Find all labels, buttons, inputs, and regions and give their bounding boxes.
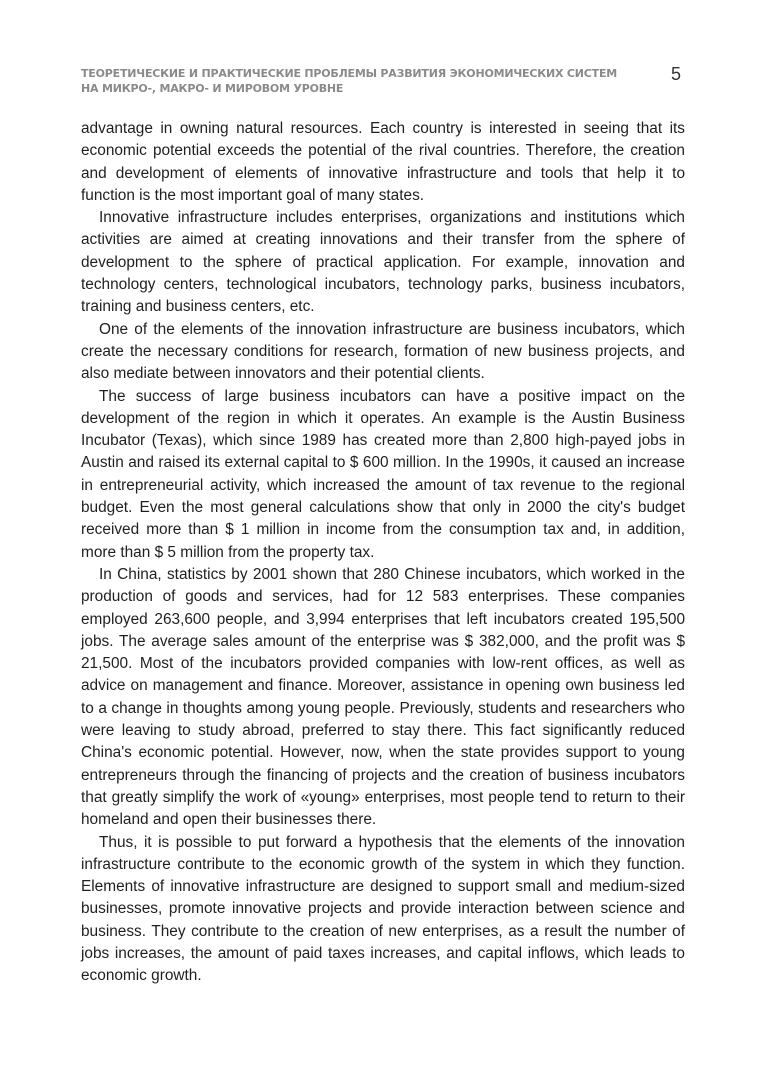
page-header: [81, 64, 681, 104]
running-title-line-1: ТЕОРЕТИЧЕСКИЕ И ПРАКТИЧЕСКИЕ ПРОБЛЕМЫ РАЗВИТИЯ ЭКОНОМИЧЕСКИХ СИСТЕМ: [81, 67, 618, 80]
running-title-line-2: НА МИКРО-, МАКРО- И МИРОВОМ УРОВНЕ: [81, 82, 344, 95]
paragraph-conclusion: Thus, it is possible to put forward a hypothesis that the elements of the innovation infrastructure contribute to the economic growth of the system in which they function. Elements of innovative infrastructure are designed to support small and medium-sized businesses, promote innovative projects and provide interaction between science and business. They contribute to the creation of new enterprises, as a result the number of jobs increases, the amount of paid taxes increases, and capital inflows, which leads to economic growth.: [81, 833, 685, 985]
running-title: [81, 66, 641, 96]
paragraph-continuation: advantage in owning natural resources. Each country is interested in seeing that its economic potential exceeds the potential of the rival countries. Therefore, the creation and development of elements of innovative infrastructure and tools that help it to function is the most important goal of many states.: [81, 120, 685, 204]
body-text: [81, 118, 685, 988]
paragraph-business-incubators: One of the elements of the innovation infrastructure are business incubators, which create the necessary conditions for research, formation of new business projects, and also mediate between innovators and their potential clients.: [81, 320, 685, 383]
paragraph-austin-example: The success of large business incubators can have a positive impact on the development of the region in which it operates. An example is the Austin Business Incubator (Texas), which since 1989 has created more than 2,800 high-payed jobs in Austin and raised its external capital to $ 600 million. In the 1990s, it caused an increase in entrepreneurial activity, which increased the amount of tax revenue to the regional budget. Even the most general calculations show that only in 2000 the city's budget received more than $ 1 million in income from the consumption tax and, in addition, more than $ 5 million from the property tax.: [81, 387, 685, 561]
page-number: 5: [670, 64, 681, 84]
paragraph-china-example: In China, statistics by 2001 shown that 280 Chinese incubators, which worked in the production of goods and services, had for 12 583 enterprises. These companies employed 263,600 people, and 3,994 enterprises that left incubators created 195,500 jobs. The average sales amount of the enterprise was $ 382,000, and the profit was $ 21,500. Most of the incubators provided companies with low-rent offices, as well as advice on management and finance. Moreover, assistance in opening own business led to a change in thoughts among young people. Previously, students and researchers who were leaving to study abroad, preferred to stay there. This fact significantly reduced China's economic potential. However, now, when the state provides support to young entrepreneurs through the financing of projects and the creation of business incubators that greatly simplify the work of «young» enterprises, most people tend to return to their homeland and open their businesses there.: [81, 565, 685, 829]
paragraph-innovative-infrastructure: Innovative infrastructure includes enterprises, organizations and institutions which activities are aimed at creating innovations and their transfer from the sphere of development to the sphere of practical application. For example, innovation and technology centers, technological incubators, technology parks, business incubators, training and business centers, etc.: [81, 209, 685, 316]
